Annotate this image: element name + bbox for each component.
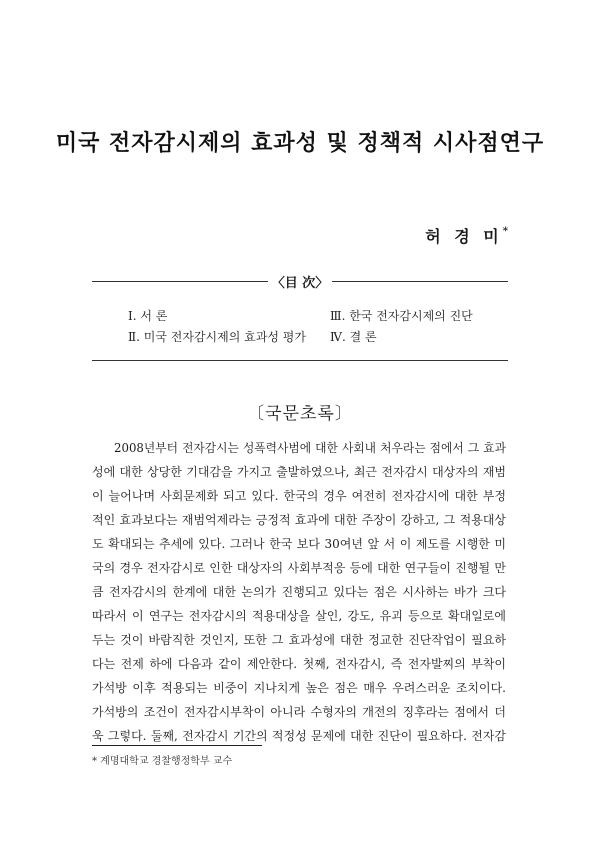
footnote-rule [92,745,262,746]
body-line: 2008년부터 전자감시는 성폭력사범에 대한 사회내 처우라는 점에서 그 효과 [114,441,506,455]
body-line: 가석방 이후 적용되는 비중이 지나치게 높은 점은 매우 우려스러운 조치이다. [92,681,506,695]
toc-rule-right [332,281,508,282]
body-line: 따라서 이 연구는 전자감시의 적용대상을 살인, 강도, 유괴 등으로 확대일로에 [92,609,506,623]
author-footnote-mark: * [502,225,508,237]
abstract-heading: 〔국문초록〕 [247,404,353,424]
body-line: 욱 그렇다. 둘째, 전자감시 기간의 적정성 문제에 대한 진단이 필요하다. 전자감 [92,729,506,743]
toc-item: Ⅳ. 결 론 [330,330,377,344]
toc-item: Ⅲ. 한국 전자감시제의 진단 [330,309,473,323]
author-name: 허 경 미 [425,227,503,246]
toc-item: Ⅰ. 서 론 [128,309,168,323]
author-footnote: * 계명대학교 경찰행정학부 교수 [92,756,233,767]
body-line: 큼 전자감시의 한계에 대한 논의가 진행되고 있다는 점은 시사하는 바가 크다 [92,585,506,599]
toc-rule-bottom [92,360,508,361]
body-line: 성에 대한 상당한 기대감을 가지고 출발하였으나, 최근 전자감시 대상자의 재범 [92,465,506,479]
author [425,224,508,247]
body-line: 가석방의 조건이 전자감시부착이 아니라 수형자의 개전의 징후라는 점에서 더 [92,705,506,719]
body-line: 다는 전제 하에 다음과 같이 제안한다. 첫째, 전자감시, 즉 전자발찌의 부착이 [92,657,506,671]
toc-item: Ⅱ. 미국 전자감시제의 효과성 평가 [128,330,306,344]
toc-rule-left [92,281,268,282]
body-line: 두는 것이 바람직한 것인지, 또한 그 효과성에 대한 정교한 진단작업이 필요하 [92,633,506,647]
body-line: 적인 효과보다는 재범억제라는 긍정적 효과에 대한 주장이 강하고, 그 적용대상 [92,513,506,527]
toc-label: 〈目 次〉 [271,276,329,291]
body-line: 이 늘어나며 사회문제화 되고 있다. 한국의 경우 여전히 전자감시에 대한 부정 [92,489,506,503]
paper-title: 미국 전자감시제의 효과성 및 정책적 시사점연구 [55,130,545,156]
body-line: 국의 경우 전자감시로 인한 대상자의 사회부적응 등에 대한 연구들이 진행될 만 [92,561,506,575]
toc-header [92,272,508,290]
body-line: 도 확대되는 추세에 있다. 그러나 한국 보다 30여년 앞 서 이 제도를 시행한 미 [92,537,506,551]
